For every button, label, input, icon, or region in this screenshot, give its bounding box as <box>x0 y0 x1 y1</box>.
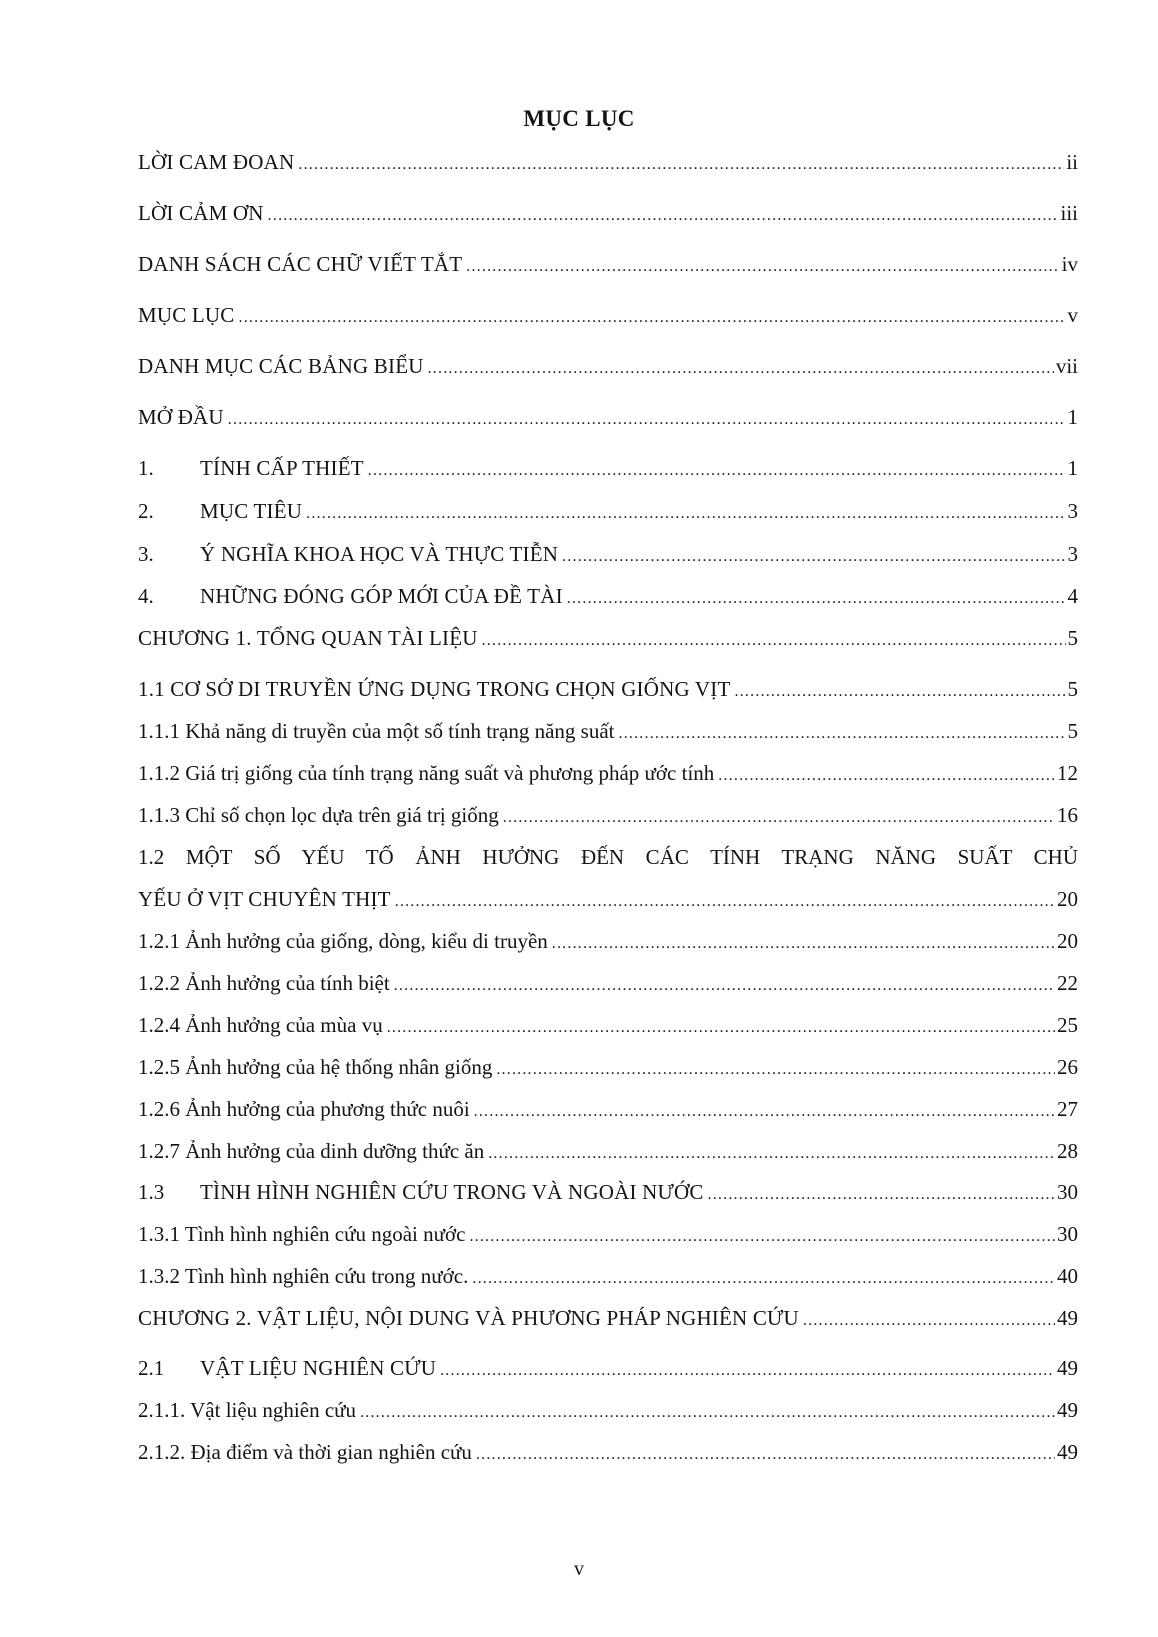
dot-leader <box>552 929 1055 959</box>
toc-entry-text: NHỮNG ĐÓNG GÓP MỚI CỦA ĐỀ TÀI <box>200 584 563 608</box>
toc-page-number: 12 <box>1057 761 1078 785</box>
toc-page-number: 22 <box>1057 971 1078 995</box>
dot-leader <box>440 1356 1055 1386</box>
dot-leader <box>394 971 1055 1001</box>
toc-page-number: 30 <box>1057 1222 1078 1246</box>
toc-entry-text: 1.1.3 Chỉ số chọn lọc dựa trên giá trị giống <box>138 803 499 827</box>
toc-entry-1-2-1[interactable] <box>138 926 1078 956</box>
toc-entry-1-2-6[interactable] <box>138 1094 1078 1124</box>
toc-entry-text: MỤC LỤC <box>138 303 235 327</box>
toc-entry-chapter-1[interactable] <box>138 623 1078 653</box>
toc-entry-text: 1.2.5 Ảnh hưởng của hệ thống nhân giống <box>138 1055 493 1079</box>
toc-page-number: 5 <box>1067 719 1078 743</box>
toc-entry-text: DANH MỤC CÁC BẢNG BIỂU <box>138 354 424 378</box>
dot-leader <box>488 1139 1055 1169</box>
toc-page-number: 1 <box>1067 405 1078 429</box>
toc-page-number: vii <box>1055 354 1078 378</box>
toc-entry-mo-dau[interactable] <box>138 402 1078 432</box>
dot-leader <box>482 626 1066 656</box>
toc-entry-text: VẬT LIỆU NGHIÊN CỨU <box>200 1356 437 1380</box>
page-number-footer: v <box>574 1558 584 1580</box>
dot-leader <box>472 1264 1055 1294</box>
toc-entry-text: 1.1.1 Khả năng di truyền của một số tính trạng năng suất <box>138 719 615 743</box>
dot-leader <box>474 1097 1055 1127</box>
toc-page-number: 3 <box>1067 542 1078 566</box>
toc-page-number: v <box>1067 303 1078 327</box>
toc-page-number: 20 <box>1057 887 1078 911</box>
toc-entry-muc-luc[interactable] <box>138 300 1078 330</box>
dot-leader <box>239 303 1066 333</box>
toc-entry-text: 1.3.2 Tình hình nghiên cứu trong nước. <box>138 1264 469 1288</box>
dot-leader <box>735 677 1066 707</box>
dot-leader <box>718 761 1055 791</box>
toc-entry-text: 1.2.7 Ảnh hưởng của dinh dưỡng thức ăn <box>138 1139 485 1163</box>
toc-entry-1-1-2[interactable] <box>138 758 1078 788</box>
dot-leader <box>567 584 1066 614</box>
toc-entry-2-1-1[interactable] <box>138 1395 1078 1425</box>
toc-entry-number: 2. <box>138 499 154 523</box>
toc-entry-1-1-1[interactable] <box>138 716 1078 746</box>
toc-page-number: 5 <box>1067 626 1078 650</box>
toc-entry-text: 1.3.1 Tình hình nghiên cứu ngoài nước <box>138 1222 466 1246</box>
dot-leader <box>619 719 1066 749</box>
toc-page-number: 49 <box>1057 1306 1078 1330</box>
toc-entry-1-2-2[interactable] <box>138 968 1078 998</box>
toc-page-number: 4 <box>1067 584 1078 608</box>
toc-entry-number: 1. <box>138 456 154 480</box>
toc-entry-4[interactable] <box>138 581 1078 611</box>
toc-entry-number: 2.1 <box>138 1356 165 1380</box>
toc-page-number: 26 <box>1057 1055 1078 1079</box>
toc-entry-text: CHƯƠNG 1. TỔNG QUAN TÀI LIỆU <box>138 626 478 650</box>
toc-entry-1-2-5[interactable] <box>138 1052 1078 1082</box>
toc-entry-1-2-line-2[interactable] <box>138 884 1078 914</box>
dot-leader <box>228 405 1066 435</box>
dot-leader <box>466 252 1059 282</box>
toc-entry-number: 3. <box>138 542 154 566</box>
toc-entry-text: 1.1.2 Giá trị giống của tính trạng năng suất và phương pháp ước tính <box>138 761 715 785</box>
dot-leader <box>306 499 1065 529</box>
toc-page-number: 3 <box>1067 499 1078 523</box>
dot-leader <box>562 542 1065 572</box>
toc-page-number: ii <box>1066 150 1078 174</box>
toc-entry-text: TÍNH CẤP THIẾT <box>200 456 364 480</box>
dot-leader <box>503 803 1055 833</box>
toc-entry-text: 1.1 CƠ SỞ DI TRUYỀN ỨNG DỤNG TRONG CHỌN GIỐNG VỊT <box>138 677 731 701</box>
dot-leader <box>298 150 1064 180</box>
toc-page-number: iv <box>1061 252 1078 276</box>
toc-entry-1-2-7[interactable] <box>138 1136 1078 1166</box>
toc-entry-1-2-line-1[interactable]: 1.2 MỘT SỐ YẾU TỐ ẢNH HƯỞNG ĐẾN CÁC TÍNH TRẠNG NĂNG SUẤT CHỦ <box>138 845 1078 869</box>
toc-page-number: 5 <box>1067 677 1078 701</box>
toc-entry-1-1[interactable] <box>138 674 1078 704</box>
toc-page-number: 1 <box>1067 456 1078 480</box>
dot-leader <box>496 1055 1055 1085</box>
toc-entry-text: MỞ ĐẦU <box>138 405 224 429</box>
toc-entry-text: LỜI CẢM ƠN <box>138 201 264 225</box>
toc-entry-1-2-4[interactable] <box>138 1010 1078 1040</box>
dot-leader <box>803 1306 1055 1336</box>
toc-entry-text: Ý NGHĨA KHOA HỌC VÀ THỰC TIỄN <box>200 542 559 566</box>
toc-entry-2[interactable] <box>138 496 1078 526</box>
toc-entry-number: 1.3 <box>138 1180 165 1204</box>
toc-page-number: 25 <box>1057 1013 1078 1037</box>
dot-leader <box>476 1440 1055 1470</box>
toc-page-number: 40 <box>1057 1264 1078 1288</box>
toc-page-number: 28 <box>1057 1139 1078 1163</box>
toc-entry-text: MỤC TIÊU <box>200 499 303 523</box>
toc-entry-1[interactable] <box>138 453 1078 483</box>
toc-entry-chapter-2[interactable] <box>138 1303 1078 1333</box>
toc-entry-text: 1.2.1 Ảnh hưởng của giống, dòng, kiểu di truyền <box>138 929 548 953</box>
toc-entry-text: 1.2.2 Ảnh hưởng của tính biệt <box>138 971 390 995</box>
toc-page-number: 20 <box>1057 929 1078 953</box>
toc-entry-tables-list[interactable] <box>138 351 1078 381</box>
toc-entry-number: 4. <box>138 584 154 608</box>
dot-leader <box>368 456 1066 486</box>
toc-entry-1-1-3[interactable] <box>138 800 1078 830</box>
toc-entry-text: TÌNH HÌNH NGHIÊN CỨU TRONG VÀ NGOÀI NƯỚC <box>200 1180 704 1204</box>
toc-entry-text: LỜI CAM ĐOAN <box>138 150 295 174</box>
toc-page-number: 30 <box>1057 1180 1078 1204</box>
dot-leader <box>395 887 1055 917</box>
toc-entry-text: 1.2.6 Ảnh hưởng của phương thức nuôi <box>138 1097 470 1121</box>
toc-page-number: 16 <box>1057 803 1078 827</box>
toc-entry-loi-cam-on[interactable] <box>138 198 1078 228</box>
toc-entry-loi-cam-doan[interactable] <box>138 147 1078 177</box>
dot-leader <box>360 1398 1055 1428</box>
toc-entry-text: CHƯƠNG 2. VẬT LIỆU, NỘI DUNG VÀ PHƯƠNG PHÁP NGHIÊN CỨU <box>138 1306 799 1330</box>
toc-page-number: 49 <box>1057 1398 1078 1422</box>
dot-leader <box>708 1180 1055 1210</box>
toc-entry-2-1[interactable] <box>138 1353 1078 1383</box>
toc-page-number: 27 <box>1057 1097 1078 1121</box>
toc-entry-text: 2.1.2. Địa điểm và thời gian nghiên cứu <box>138 1440 472 1464</box>
dot-leader <box>469 1222 1055 1252</box>
page-title: MỤC LỤC <box>523 106 635 131</box>
toc-page-number: iii <box>1060 201 1078 225</box>
dot-leader <box>387 1013 1055 1043</box>
dot-leader <box>268 201 1059 231</box>
toc-entry-1-3-2[interactable] <box>138 1261 1078 1291</box>
toc-entry-1-3-1[interactable] <box>138 1219 1078 1249</box>
toc-entry-abbreviations[interactable] <box>138 249 1078 279</box>
toc-entry-1-3[interactable] <box>138 1177 1078 1207</box>
toc-entry-text: DANH SÁCH CÁC CHỮ VIẾT TẮT <box>138 252 463 276</box>
toc-page-number: 49 <box>1057 1356 1078 1380</box>
toc-entry-3[interactable] <box>138 539 1078 569</box>
toc-entry-2-1-2[interactable] <box>138 1437 1078 1467</box>
toc-page-number: 49 <box>1057 1440 1078 1464</box>
toc-entry-text: 1.2.4 Ảnh hưởng của mùa vụ <box>138 1013 383 1037</box>
toc-entry-text: YẾU Ở VỊT CHUYÊN THỊT <box>138 887 391 911</box>
toc-entry-text: 2.1.1. Vật liệu nghiên cứu <box>138 1398 357 1422</box>
dot-leader <box>428 354 1054 384</box>
